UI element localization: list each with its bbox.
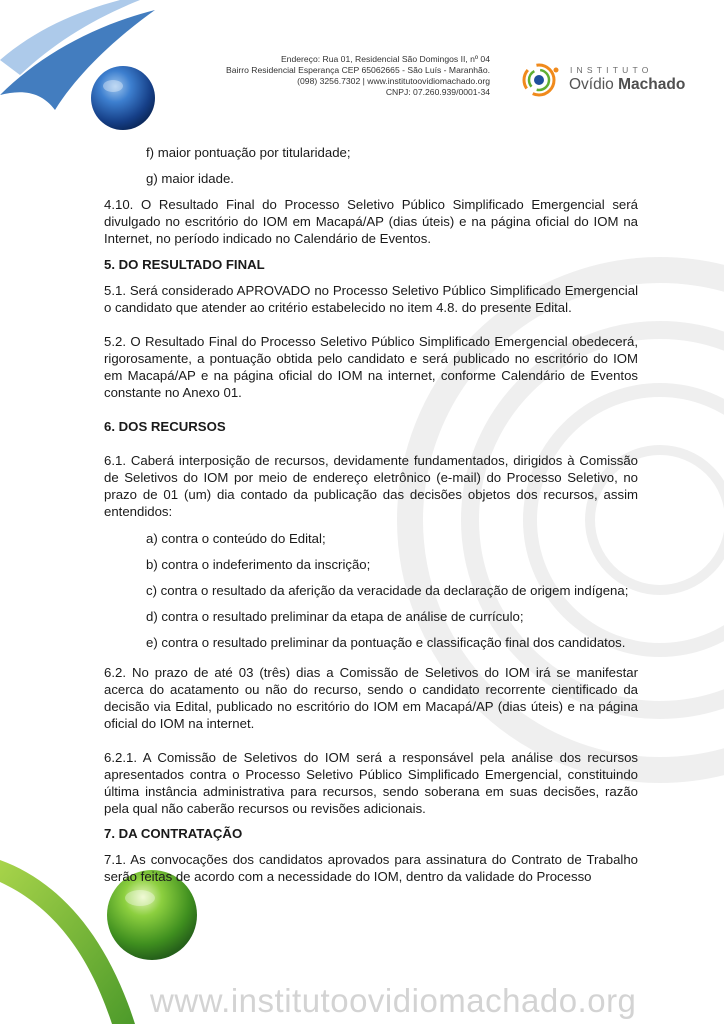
document-body — [104, 144, 638, 894]
address-line: Endereço: Rua 01, Residencial São Domingos II, nº 04 — [280, 54, 490, 64]
address-line: (098) 3256.7302 | www.institutoovidiomachado.org — [297, 76, 490, 86]
list-item: d) contra o resultado preliminar da etapa de análise de currículo; — [146, 609, 524, 624]
list-item: g) maior idade. — [146, 171, 234, 186]
logo-top-text: INSTITUTO — [570, 65, 653, 75]
list-item: c) contra o resultado da aferição da veracidade da declaração de origem indígena; — [146, 583, 629, 598]
paragraph: 5.2. O Resultado Final do Processo Seletivo Público Simplificado Emergencial obedecerá, rigorosamente, a pontuação obtida pelo candidato e será publicado no escritório do IOM em Macapá/AP e na página oficial do IOM na internet, conforme Calendário de Eventos constante no Anexo 01. — [104, 334, 638, 400]
list-item: e) contra o resultado preliminar da pontuação e classificação final dos candidatos. — [146, 635, 626, 650]
address-line: Bairro Residencial Esperança CEP 65062665 - São Luís - Maranhão. — [225, 65, 490, 75]
header-address — [150, 54, 490, 98]
blue-sphere — [91, 66, 155, 130]
footer-website-url: www.institutoovidiomachado.org — [150, 982, 637, 1019]
list-item: b) contra o indeferimento da inscrição; — [146, 557, 371, 572]
logo-name — [569, 76, 685, 94]
list-item: a) contra o conteúdo do Edital; — [146, 531, 326, 546]
logo-name-bold: Machado — [618, 76, 686, 93]
section-heading: 5. DO RESULTADO FINAL — [104, 257, 265, 272]
logo-name-regular: Ovídio — [569, 76, 614, 93]
section-heading: 7. DA CONTRATAÇÃO — [104, 826, 243, 841]
paragraph: 6.1. Caberá interposição de recursos, devidamente fundamentados, dirigidos à Comissão de Seletivos do IOM por meio de endereço eletrônico (e-mail) do Processo Seletivo, no prazo de 01 (um) dia contado da publicação das decisões objetos dos recursos, assim entendidos: — [104, 453, 638, 519]
logo-ring-icon — [517, 60, 565, 100]
paragraph: 6.2. No prazo de até 03 (três) dias a Comissão de Seletivos do IOM irá se manifestar acerca do acatamento ou não do recurso, sendo o candidato recorrente cientificado da decisão via Edital, publicado no escritório do IOM em Macapá/AP (dias úteis) e na página oficial do IOM na internet. — [104, 665, 638, 731]
paragraph: 6.2.1. A Comissão de Seletivos do IOM será a responsável pela análise dos recursos apresentados contra o Processo Seletivo Público Simplificado Emergencial, constituindo última instância administrativa para recursos, sendo soberana em suas decisões, razão pela qual não caberão recursos ou revisões adicionais. — [104, 750, 638, 816]
section-heading: 6. DOS RECURSOS — [104, 419, 226, 434]
paragraph: 4.10. O Resultado Final do Processo Seletivo Público Simplificado Emergencial será divulgado no escritório do IOM em Macapá/AP (dias úteis) e na página oficial do IOM na Internet, no período indicado no Calendário de Eventos. — [104, 197, 638, 246]
list-item: f) maior pontuação por titularidade; — [146, 145, 351, 160]
institute-logo — [517, 60, 697, 100]
paragraph: 7.1. As convocações dos candidatos aprovados para assinatura do Contrato de Trabalho serão feitas de acordo com a necessidade do IOM, dentro da validade do Processo — [104, 852, 638, 884]
paragraph: 5.1. Será considerado APROVADO no Processo Seletivo Público Simplificado Emergencial o candidato que atender ao critério estabelecido no item 4.8. do presente Edital. — [104, 283, 638, 315]
address-line: CNPJ: 07.260.939/0001-34 — [385, 87, 490, 97]
